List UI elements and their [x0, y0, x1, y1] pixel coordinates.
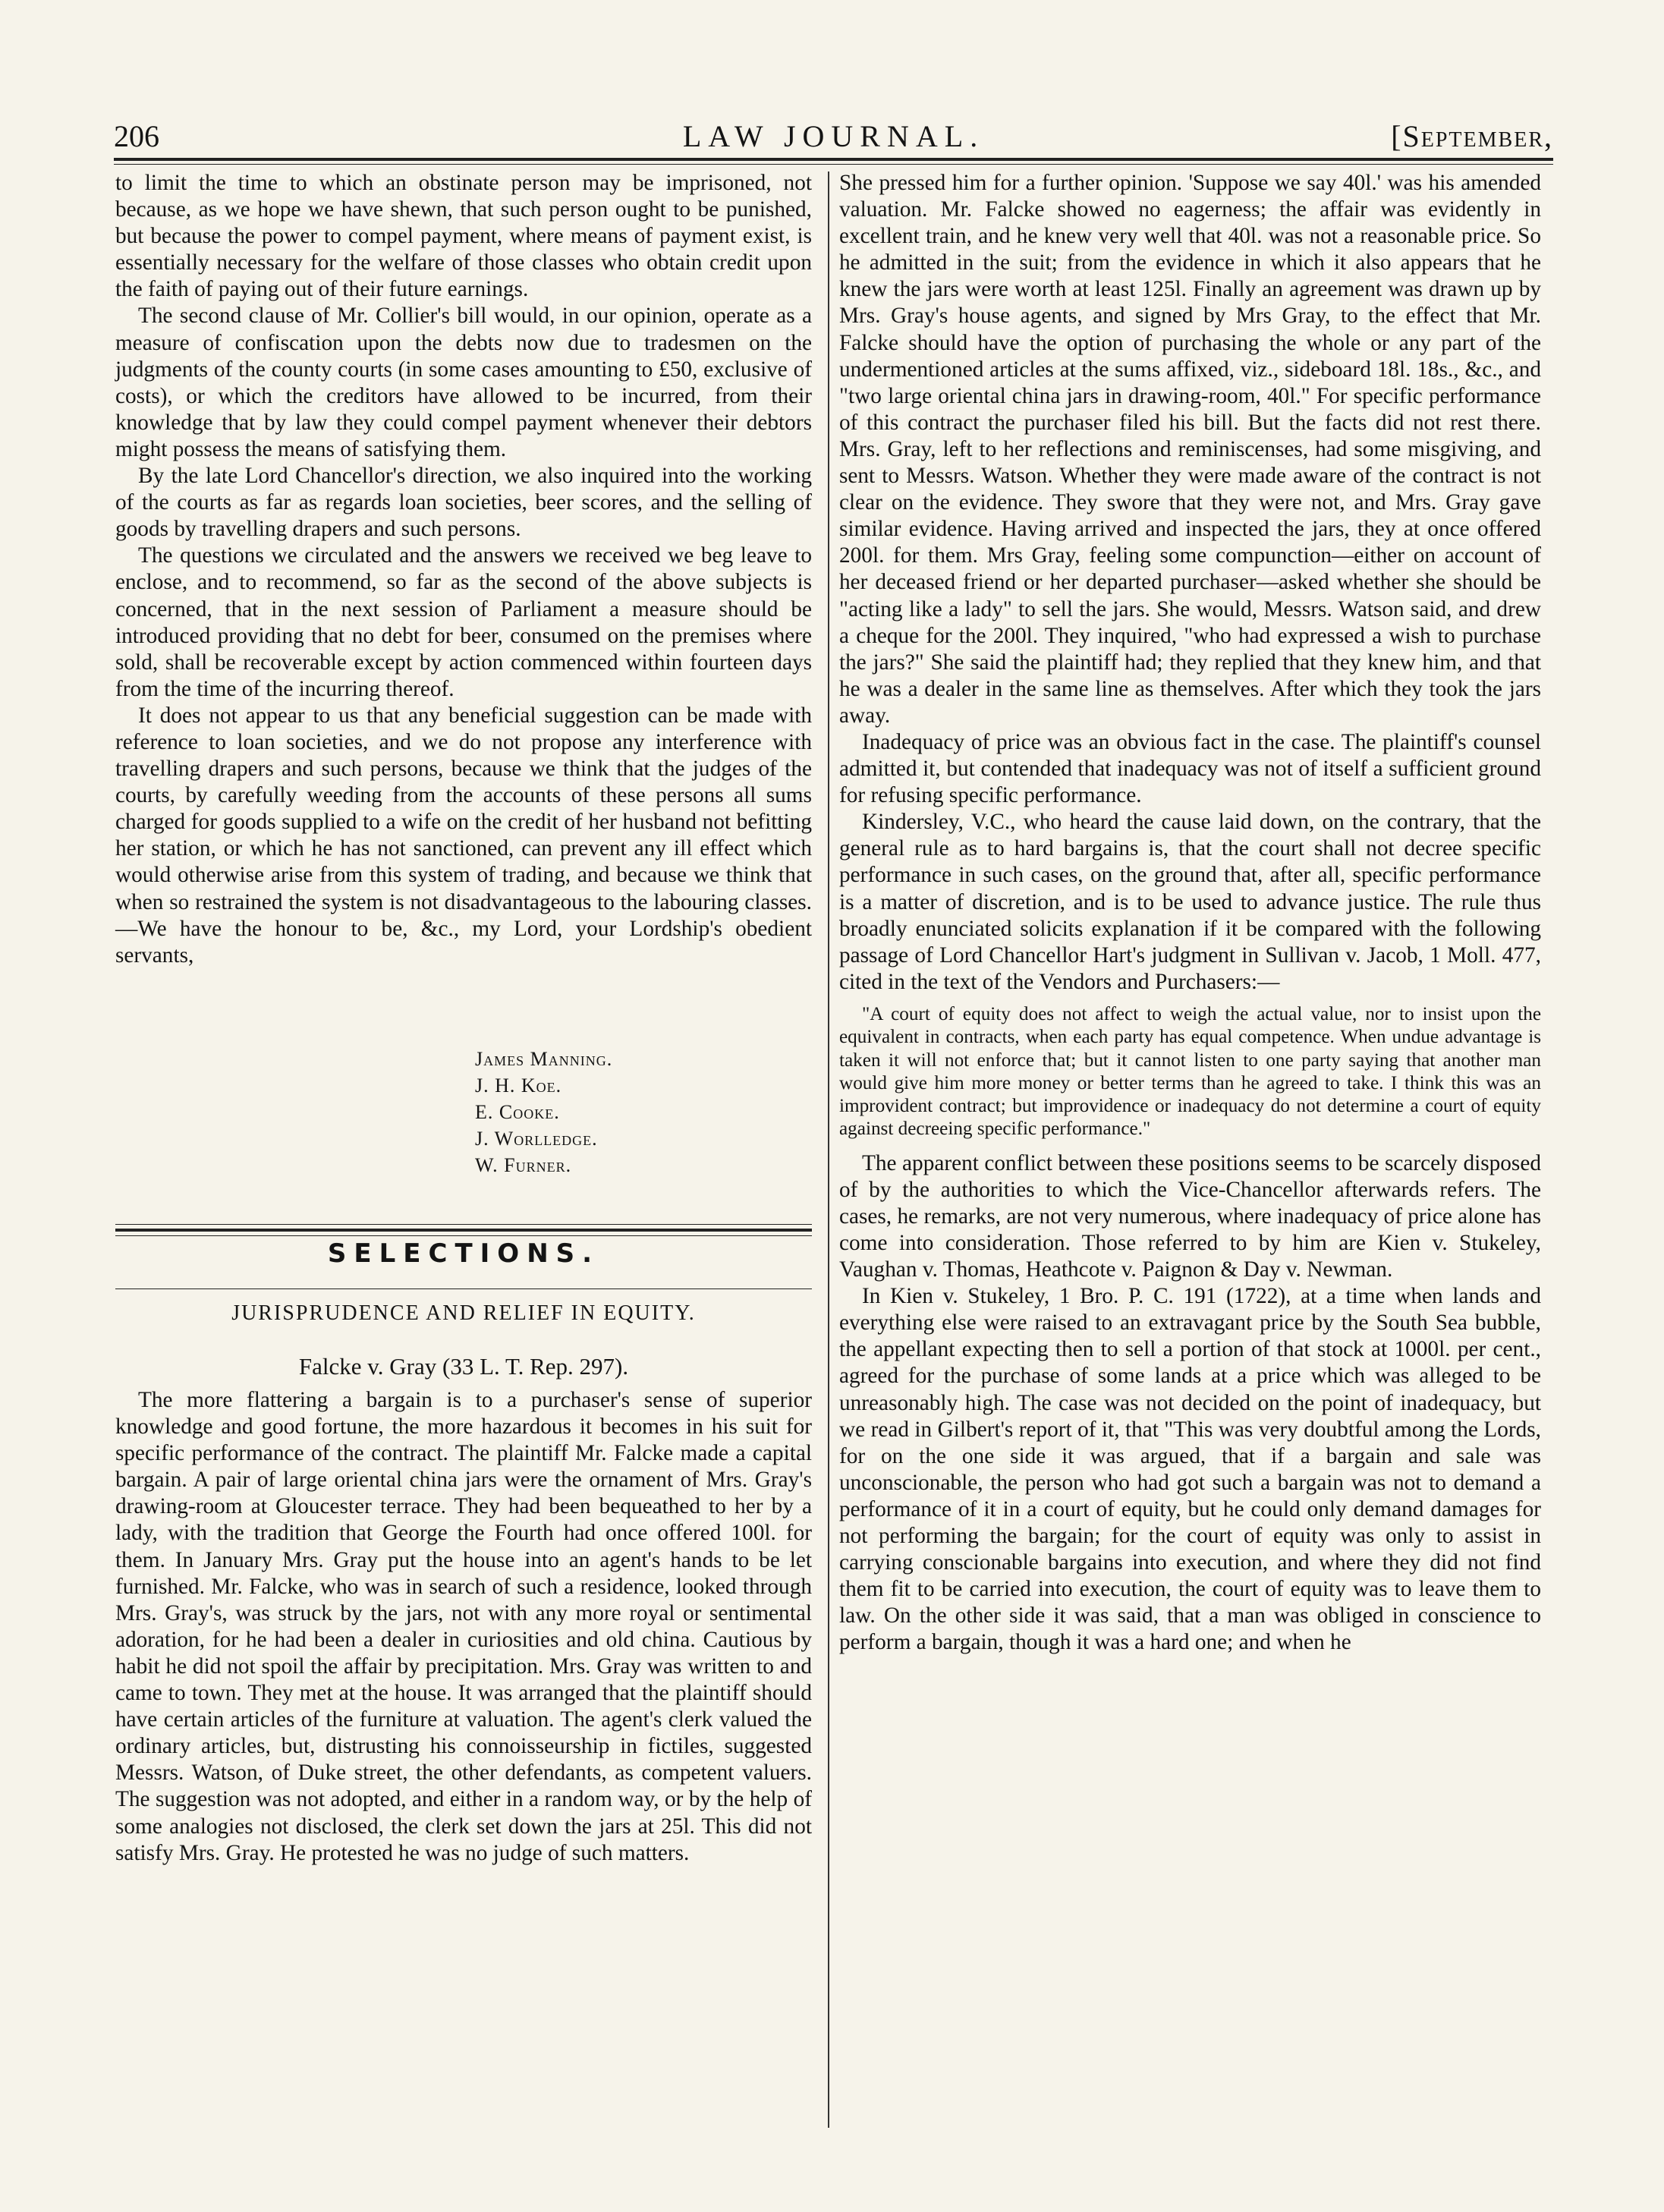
running-head	[114, 114, 1553, 159]
journal-title: LAW JOURNAL.	[682, 119, 985, 153]
left-paragraph: By the late Lord Chancellor's direction, we also inquired into the working of the courts as far as regards loan societies, beer scores, and the selling of goods by travelling drapers and such persons.	[115, 464, 812, 542]
signatory: J. H. Koe.	[475, 1075, 562, 1097]
right-paragraph: Kindersley, V.C., who heard the cause laid down, on the contrary, that the general rule as to hard bargains is, that the court shall not decree specific performance in such cases, on the ground that, after all, specific performance is a matter of discretion, and is to be used to advance justice. The rule thus broadly enunciated solicits explanation if it be compared with the following passage of Lord Chancellor Hart's judgment in Sullivan v. Jacob, 1 Moll. 477, cited in the text of the Vendors and Purchasers:—	[839, 810, 1541, 994]
signatory: W. Furner.	[475, 1154, 572, 1176]
left-paragraph: The second clause of Mr. Collier's bill would, in our opinion, operate as a measure of confiscation upon the debts now due to tradesmen on the judgments of the county courts (in some cases amounting to £50, exclusive of costs), or which the creditors have allowed to be incurred, from their knowledge that by law they could compel payment whenever their debtors might possess the means of satisfying them.	[115, 304, 812, 461]
right-paragraph: In Kien v. Stukeley, 1 Bro. P. C. 191 (1722), at a time when lands and everything else were raised to an extravagant price by the South Sea bubble, the appellant expecting then to sell a portion of that stock at 1000l. per cent., agreed for the purchase of some lands at a price which was alleged to be unreasonably high. The case was not decided on the point of inadequacy, but we read in Gilbert's report of it, that "This was very doubtful among the Lords, for on the one side it was argued, that if a bargain and sale was unconscionable, the person who had got such a bargain was not to demand a performance of it in a court of equity, but he could only demand damages for not performing the bargain; for the court of equity was only to assist in carrying conscionable bargains into execution, and where they did not find them fit to be carried into execution, the court of equity was to leave them to law. On the other side it was said, that a man was obliged in conscience to perform a bargain, though it was a hard one; and when he	[839, 1284, 1541, 1655]
right-column	[839, 170, 1541, 1656]
page-number: 206	[114, 119, 159, 153]
signatory: E. Cooke.	[475, 1101, 560, 1123]
right-paragraph: The apparent conflict between these positions seems to be scarcely disposed of by the authorities to which the Vice-Chancellor afterwards refers. The cases, he remarks, are not very numerous, where inadequacy of price alone has come into consideration. Those referred to by him are Kien v. Stukeley, Vaughan v. Thomas, Heathcote v. Paignon & Day v. Newman.	[839, 1150, 1541, 1282]
column-divider	[828, 171, 829, 2128]
block-quote: "A court of equity does not affect to weigh the actual value, nor to insist upon the equivalent in contracts, when each party has equal competence. When undue advantage is taken it will not enforce that; but it cannot listen to one party saying that another man would give him more money or better terms than he agreed to take. I think this was an improvident contract; but improvidence or inadequacy do not determine a court of equity against decreeing specific performance."	[839, 1003, 1541, 1140]
article-subheading: JURISPRUDENCE AND RELIEF IN EQUITY.	[231, 1301, 696, 1325]
section-title: SELECTIONS.	[327, 1238, 600, 1269]
signatory: James Manning.	[475, 1048, 613, 1070]
case-heading: Falcke v. Gray (33 L. T. Rep. 297).	[298, 1353, 629, 1380]
selection-article	[115, 1387, 812, 1867]
right-paragraph: Inadequacy of price was an obvious fact in the case. The plaintiff's counsel admitted it, but contended that inadequacy was not of itself a sufficient ground for refusing specific performance.	[839, 729, 1541, 808]
signatory: J. Worlledge.	[475, 1128, 598, 1150]
running-head-month: [September,	[1391, 119, 1553, 153]
signatories	[475, 1046, 612, 1178]
left-paragraph: to limit the time to which an obstinate person may be imprisoned, not because, as we hope we have shewn, that such person ought to be punished, but because the power to compel payment, where means of payment exist, is essentially necessary for the welfare of those classes who obtain credit upon the faith of paying out of their future earnings.	[115, 171, 812, 302]
section-rule-under	[115, 1288, 812, 1289]
header-rule-thin	[114, 164, 1553, 165]
left-paragraph-closing: It does not appear to us that any beneficial suggestion can be made with reference to loan societies, and we do not propose any interference with travelling drapers and such persons, because we think that the judges of the courts, by carefully weeding from the accounts of these persons all sums charged for goods supplied to a wife on the credit of her husband not befitting her station, or which he has not sanctioned, can prevent any ill effect which would otherwise arise from this system of trading, and because we think that when so restrained the system is not disadvantageous to the labouring classes.—We have the honour to be, &c., my Lord, your Lordship's obedient servants,	[115, 703, 812, 968]
right-paragraph: She pressed him for a further opinion. 'Suppose we say 40l.' was his amended valuation. Mr. Falcke showed no eagerness; the affair was evidently in excellent train, and he knew very well that 40l. was not a reasonable price. So he admitted in the suit; from the evidence in which it also appears that he knew the jars were worth at least 125l. Finally an agreement was drawn up by Mrs. Gray's house agents, and signed by Mrs Gray, to the effect that Mr. Falcke should have the option of purchasing the whole or any part of the undermentioned articles at the sums affixed, viz., sideboard 18l. 18s., &c., and "two large oriental china jars in drawing-room, 40l." For specific performance of this contract the purchaser filed his bill. But the facts did not rest there. Mrs. Gray, left to her reflections and reminiscenses, had some misgiving, and sent to Messrs. Watson. Whether they were made aware of the contract is not clear on the evidence. They swore that they were not, and Mrs. Gray gave similar evidence. Having arrived and inspected the jars, they at once offered 200l. for them. Mrs Gray, feeling some compunction—either on account of her deceased friend or her departed purchaser—asked whether she should be "acting like a lady" to sell the jars. She would, Messrs. Watson said, and drew a cheque for the 200l. They inquired, "who had expressed a wish to purchase the jars?" She said the plaintiff had; they replied that they knew him, and that he was a dealer in the same line as themselves. After which they took the jars away.	[839, 171, 1541, 728]
section-rules	[115, 1224, 812, 1236]
left-paragraph: The questions we circulated and the answers we received we beg leave to enclose, and to recommend, so far as the second of the above subjects is concerned, that in the next session of Parliament a measure should be introduced providing that no debt for beer, consumed on the premises where sold, shall be recoverable except by action commenced within fourteen days from the time of the incurring thereof.	[115, 543, 812, 701]
article-paragraph: The more flattering a bargain is to a purchaser's sense of superior knowledge and good fortune, the more hazardous it becomes in his suit for specific performance of the contract. The plaintiff Mr. Falcke made a capital bargain. A pair of large oriental china jars were the ornament of Mrs. Gray's drawing-room at Gloucester terrace. They had been bequeathed to her by a lady, with the tradition that George the Fourth had once offered 100l. for them. In January Mrs. Gray put the house into an agent's hands to be let furnished. Mr. Falcke, who was in search of such a residence, looked through Mrs. Gray's, was struck by the jars, not with any more royal or sentimental adoration, for he had been a dealer in curiosities and old china. Cautious by habit he did not spoil the affair by precipitation. Mrs. Gray was written to and came to town. They met at the house. It was arranged that the plaintiff should have certain articles of the furniture at valuation. The agent's clerk valued the ordinary articles, but, distrusting his connoisseurship in fictiles, suggested Messrs. Watson, of Duke street, the other defendants, as competent valuers. The suggestion was not adopted, and either in a random way, or by the help of some analogies not disclosed, the clerk set down the jars at 25l. This did not satisfy Mrs. Gray. He protested he was no judge of such matters.	[115, 1388, 812, 1865]
left-column	[115, 170, 812, 969]
header-rule-thick	[114, 158, 1553, 161]
